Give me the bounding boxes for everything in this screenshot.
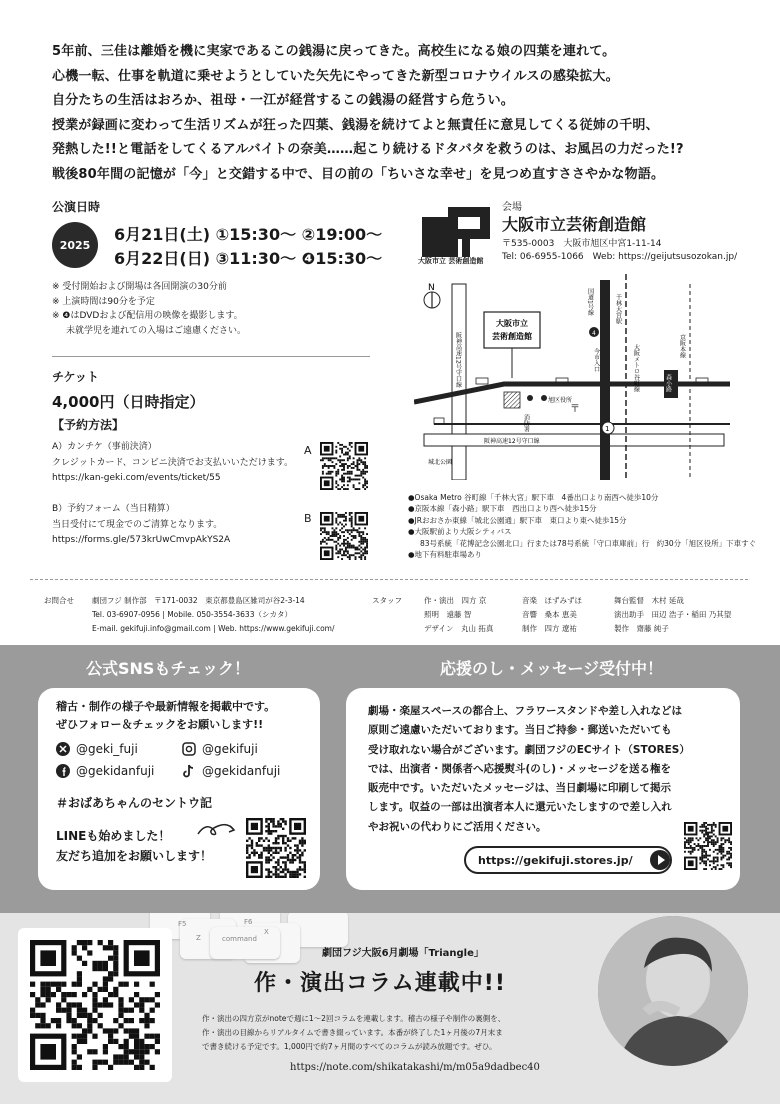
key-label: F6 <box>244 918 253 926</box>
reservation-heading: 【予約方法】 <box>52 418 125 432</box>
staff-label: スタッフ <box>372 596 402 605</box>
qr-a-letter: A <box>304 444 312 457</box>
store-link-button[interactable]: https://gekifuji.stores.jp/ <box>464 846 672 874</box>
reservation-b-title: B）予約フォーム（当日精算） <box>52 504 175 514</box>
fire-label: 消防署 <box>522 414 530 432</box>
staff-entry: デザイン 丸山 拓真 <box>424 624 494 633</box>
staff-entry: 制作 四方 遼祐 <box>522 624 577 633</box>
tiktok-handle: @gekidanfuji <box>202 764 281 778</box>
note-line: 未就学児を連れての入場はご遠慮ください。 <box>66 325 247 336</box>
venue-site <box>504 392 520 408</box>
venue-label: 会場 <box>502 202 522 213</box>
column-line: で書き続ける予定です。1,000円で約7ヶ月間のすべてのコラムが読み放題です。ぜひ。 <box>202 1042 497 1051</box>
venue-box <box>484 312 540 348</box>
divider <box>30 579 748 580</box>
intro-line: 5年前、三佳は離婚を機に実家であるこの銭湯に戻ってきた。高校生になる娘の四葉を連れて。 <box>52 44 616 59</box>
sns-title: 公式SNSもチェック！ <box>86 659 250 678</box>
ticket-price: 4,000円（日時指定） <box>52 393 205 411</box>
contact-email[interactable]: E-mail. gekifuji.info@gmail.com | Web. https://www.gekifuji.com/ <box>92 624 335 633</box>
line-invite-2: 友だち追加をお願いします！ <box>56 849 213 863</box>
column-body <box>202 1012 612 1054</box>
miyaguchi-label: 今市入口 <box>592 348 600 372</box>
venue-logo-caption: 大阪市立 芸術創造館 <box>418 257 484 265</box>
key-label: command <box>222 935 257 943</box>
column-qr-code[interactable] <box>30 940 160 1070</box>
line-invite-1: LINEも始めました！ <box>56 829 171 843</box>
reservation-b-url[interactable]: https://forms.gle/573krUwCmvpAkYS2A <box>52 535 231 545</box>
intro-line: 心機一転、仕事を軌道に乗せようとしていた矢先にやってきた新型コロナウイルスの感染拡大。 <box>52 68 619 84</box>
message-line: 受け取れない場合がございます。劇団フジのECサイト（STORES） <box>368 743 690 756</box>
line-qr-code[interactable] <box>246 818 306 878</box>
performance-date-1: 6月21日(土) ①15:30〜 ②19:00〜 <box>114 225 383 244</box>
message-line: やお祝いの代わりにご活用ください。 <box>368 820 547 833</box>
sns-description <box>56 698 275 734</box>
staff-entry: 音楽 ほずみずほ <box>522 596 582 605</box>
column-line: 作・演出の四方京がnoteで週に1〜2回コラムを連載します。稽古の様子や制作の裏側を、 <box>202 1014 506 1023</box>
access-line: ●JRおおさか東線「城北公園通」駅下車 東口より東へ徒歩15分 <box>408 515 627 525</box>
contact-label: お問合せ <box>44 596 74 605</box>
key-label: F5 <box>178 920 187 928</box>
facebook-handle: @gekidanfuji <box>76 764 155 778</box>
sns-instagram[interactable] <box>182 742 258 756</box>
sns-desc-line: 稽古・制作の様子や最新情報を掲載中です。 <box>56 700 276 713</box>
access-line: ●Osaka Metro 谷町線「千林大宮」駅下車 4番出口より南西へ徒歩10分 <box>408 493 659 502</box>
line-invite <box>56 826 212 866</box>
key-label: X <box>264 928 269 936</box>
play-arrow-icon[interactable] <box>650 850 670 870</box>
message-line: では、出演者・関係者へ応援熨斗(のし)・メッセージを送る権を <box>368 762 671 775</box>
hashtag: ＃おばあちゃんのセントウ記 <box>56 796 213 810</box>
performance-notes <box>52 280 372 338</box>
x-handle: @geki_fuji <box>76 742 138 756</box>
year-badge: 2025 <box>52 222 98 268</box>
route1-label: 国道1号線 <box>586 288 594 316</box>
intro-line: 発熱した!!と電話をしてくるアルバイトの奈美……起こり続けるドタバタを救うのは、お風呂の力だった!? <box>52 142 684 158</box>
message-line: します。収益の一部は出演者本人に還元いたしますので差し入れ <box>368 801 672 814</box>
staff-entry: 舞台監督 木村 延哉 <box>614 596 684 605</box>
reservation-a-url[interactable]: https://kan-geki.com/events/ticket/55 <box>52 473 221 483</box>
ward-office-label: 旭区役所 <box>548 397 573 404</box>
column-url[interactable]: https://note.com/shikatakashi/m/m05a9dadbec40 <box>290 1062 540 1073</box>
highway-v-label: 阪神高速12号守口線 <box>454 332 462 388</box>
contact-details <box>92 594 335 636</box>
qr-b-letter: B <box>304 512 312 525</box>
subway-station-label: 千林大宮駅 <box>614 294 622 324</box>
staff-entry: 作・演出 四方 京 <box>424 596 487 605</box>
column-line: 作・演出の目線からリアルタイムで書き綴っています。本番が終了した1ヶ月後の7月末ま <box>202 1028 503 1037</box>
contact-tel: Tel. 03-6907-0956 | Mobile. 050-3554-3633（シカタ） <box>92 610 292 619</box>
shiroki-label: 城北公園 <box>428 459 453 466</box>
keihan-label: 京阪本線 <box>678 334 686 358</box>
venue-contact[interactable]: Tel: 06-6955-1066 Web: https://geijutsusozokan.jp/ <box>502 252 738 262</box>
access-directions <box>408 492 768 560</box>
sns-x[interactable] <box>56 742 138 756</box>
reservation-b <box>52 502 312 549</box>
column-subtitle: 劇団フジ大阪6月劇場「Triangle」 <box>322 948 484 959</box>
staff-col-2 <box>522 594 582 636</box>
contact-org: 劇団フジ 制作部 〒171-0032 東京都豊島区雑司が谷2-3-14 <box>92 596 305 605</box>
highway-horizontal <box>424 434 724 446</box>
venue-address <box>502 238 737 264</box>
swirl-arrow-icon <box>196 820 238 840</box>
access-line: ●京阪本線「森小路」駅下車 西出口より西へ徒歩15分 <box>408 504 597 514</box>
intro-line: 自分たちの生活はおろか、祖母・一江が経営するこの銭湯の経営すら危うい。 <box>52 93 515 109</box>
reservation-a-desc: クレジットカード、コンビニ決済でお支払いいただけます。 <box>52 457 293 468</box>
morikoji-label: 森小路 <box>664 374 672 392</box>
qr-code-b[interactable] <box>320 512 368 560</box>
instagram-handle: @gekifuji <box>202 742 258 756</box>
performance-heading: 公演日時 <box>52 200 101 214</box>
access-line: ●大阪駅前より大阪シティバス <box>408 527 512 537</box>
tiktok-icon <box>182 764 196 778</box>
metro-label: 大阪メトロ谷町線 <box>632 344 640 392</box>
access-parking: ●地下有料駐車場あり <box>408 550 483 560</box>
message-title: 応援のし・メッセージ受付中！ <box>440 659 664 678</box>
venue-name: 大阪市立芸術創造館 <box>502 215 647 234</box>
message-line: 原則ご遠慮いただいております。当日ご持参・郵送いただいても <box>368 724 672 737</box>
intro-line: 戦後80年間の記憶が「今」と交錯する中で、目の前の「ちいさな幸せ」を見つめ直すささやかな物語。 <box>52 166 665 182</box>
staff-entry: 音響 桑本 恵美 <box>522 610 577 619</box>
highway-h-label: 阪神高速12号守口線 <box>484 438 540 445</box>
reservation-a-title: A）カンチケ（事前決済） <box>52 442 157 452</box>
staff-entry: 照明 遠藤 智 <box>424 610 472 619</box>
column-title: 作・演出コラム連載中!! <box>254 971 506 996</box>
sns-tiktok[interactable] <box>182 764 280 778</box>
venue-postal-address: 〒535-0003 大阪市旭区中宮1-11-14 <box>502 239 662 249</box>
message-line: 劇場・楽屋スペースの都合上、フラワースタンドや差し入れなどは <box>368 705 682 717</box>
store-qr-code[interactable] <box>684 822 732 870</box>
message-line: 販売中です。いただいたメッセージは、当日劇場に印刷して掲示 <box>368 782 672 795</box>
venue-map-label-1: 大阪市立 <box>496 319 528 328</box>
sns-desc-line: ぜひフォロー＆チェックをお願いします!! <box>56 718 264 731</box>
note-line: ※ 上演時間は90分を予定 <box>52 296 155 307</box>
intro-synopsis <box>52 40 742 188</box>
intro-line: 授業が録画に変わって生活リズムが狂った四葉、銭湯を続けてよと無責任に意見してくる従姉の千明、 <box>52 117 659 133</box>
instagram-icon <box>182 742 196 756</box>
access-bus-detail: 83号系統「花博記念公園北口」行または78号系統「守口車庫前」行 約30分「旭区役所」下車すぐ <box>420 538 757 548</box>
performance-date-2: 6月22日(日) ③11:30〜 ❹15:30〜 <box>114 249 383 268</box>
staff-col-3 <box>614 594 731 636</box>
message-body <box>368 702 728 837</box>
note-line: ※ 受付開始および開場は各回開演の30分前 <box>52 282 227 292</box>
access-map <box>414 274 730 480</box>
north-label: N <box>428 283 435 293</box>
qr-code-a[interactable] <box>320 442 368 490</box>
divider <box>52 356 370 357</box>
note-line: ※ ❹はDVDおよび配信用の映像を撮影します。 <box>52 311 243 321</box>
post-office-icon: 〒 <box>570 404 580 415</box>
x-icon <box>56 742 70 756</box>
staff-col-1 <box>424 594 493 636</box>
keyboard-key <box>210 927 280 959</box>
reservation-a <box>52 440 312 487</box>
ticket-heading: チケット <box>52 370 99 384</box>
venue-map-label-2: 芸術創造館 <box>492 332 532 341</box>
route-badge-number: 1 <box>605 425 610 433</box>
staff-entry: 演出助手 田辺 浩子・稲田 乃其望 <box>614 610 732 619</box>
staff-entry: 製作 齋藤 純子 <box>614 624 669 633</box>
key-label: Z <box>196 934 201 942</box>
reservation-b-desc: 当日受付にて現金でのご清算となります。 <box>52 519 223 530</box>
route1-road <box>600 280 610 480</box>
exit-badge-number: 4 <box>592 330 596 337</box>
author-portrait <box>598 916 748 1066</box>
sns-facebook[interactable] <box>56 764 154 778</box>
facebook-icon <box>56 764 70 778</box>
